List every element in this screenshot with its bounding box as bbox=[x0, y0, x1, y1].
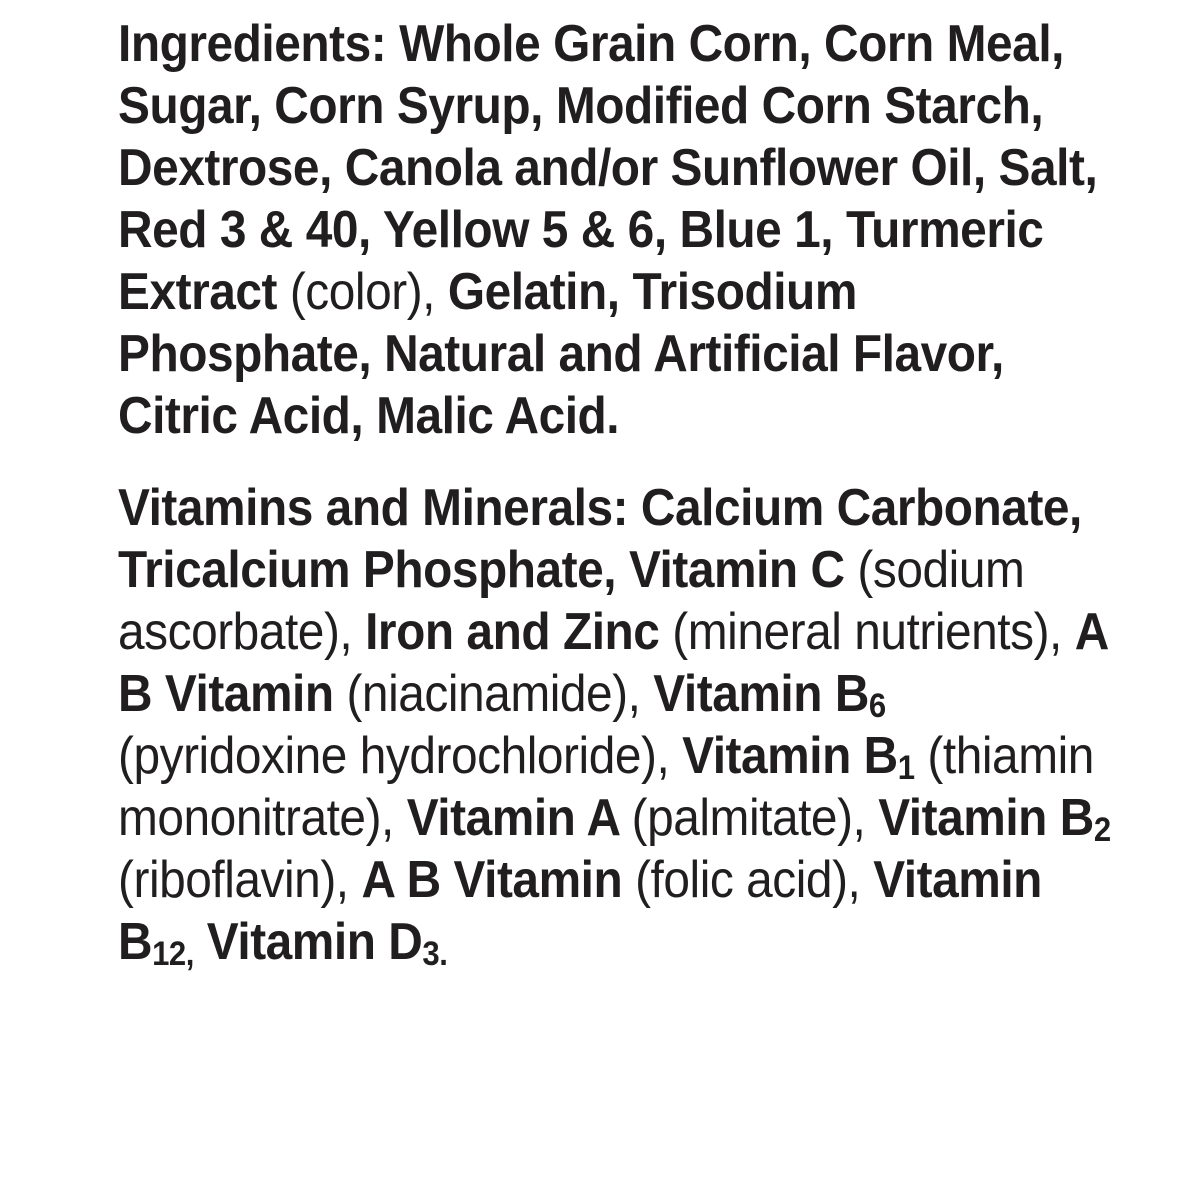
regular-text-run: (niacinamide), bbox=[346, 665, 654, 723]
bold-text-run: Vitamins and Minerals: Calcium Carbonate, Tricalcium Phosphate, Vitamin C bbox=[118, 479, 1082, 599]
regular-text-run: (sodium ascorbate), bbox=[118, 541, 1025, 661]
bold-text-run: A B Vitamin bbox=[361, 851, 636, 909]
bold-text-run: Vitamin B bbox=[878, 789, 1094, 847]
bold-text-run: Vitamin B bbox=[653, 665, 869, 723]
bold-text-run: Gelatin, Trisodium Phosphate, Natural and Artificial Flavor, Citric Acid, Malic Acid. bbox=[118, 263, 1004, 445]
bold-text-run: Vitamin B bbox=[118, 851, 1042, 971]
regular-text-run: (riboflavin), bbox=[118, 851, 362, 909]
bold-text-run: Vitamin B bbox=[682, 727, 898, 785]
regular-text-run: (folic acid), bbox=[635, 851, 874, 909]
bold-text-run: Iron and Zinc bbox=[365, 603, 673, 661]
bold-text-run: Ingredients: Whole Grain Corn, Corn Meal, Sugar, Corn Syrup, Modified Corn Starch, Dextrose, Canola and/or Sunflower Oil, Salt, Red 3 & 40, Yellow 5 & 6, Blue 1, Turmeric Extract bbox=[118, 15, 1098, 321]
subscript-text: 6 bbox=[868, 686, 886, 725]
regular-text-run: (palmitate), bbox=[631, 789, 879, 847]
bold-text-run: Vitamin D bbox=[193, 913, 423, 971]
regular-text-run: (pyridoxine hydrochloride), bbox=[118, 727, 683, 785]
bold-text-run: A B Vitamin bbox=[118, 603, 1108, 723]
vitamins-minerals-paragraph bbox=[118, 477, 1112, 973]
subscript-text: 1 bbox=[897, 748, 915, 787]
subscript-text: 12, bbox=[152, 934, 194, 973]
regular-text-run: (thiamin mononitrate), bbox=[118, 727, 1094, 847]
subscript-text: 2 bbox=[1093, 810, 1111, 849]
subscript-text: 3. bbox=[422, 934, 448, 973]
bold-text-run: Vitamin A bbox=[406, 789, 632, 847]
regular-text-run: (color), bbox=[289, 263, 448, 321]
regular-text-run bbox=[915, 727, 928, 785]
regular-text-run: (mineral nutrients), bbox=[672, 603, 1075, 661]
ingredients-paragraph bbox=[118, 13, 1112, 447]
